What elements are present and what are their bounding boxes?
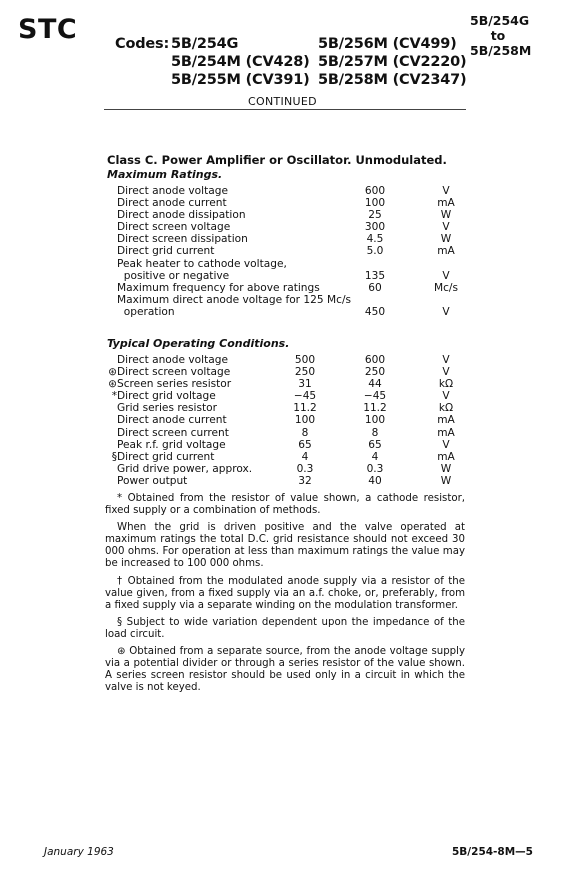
row-unit: V (442, 221, 450, 234)
section-title: Class C. Power Amplifier or Oscillator. Unmodulated. (107, 153, 447, 167)
code-1: 5B/254G (171, 36, 239, 52)
row-value-2: −45 (363, 390, 387, 403)
row-label: positive or negative (117, 269, 230, 282)
row-label: Grid series resistor (117, 402, 217, 415)
max-rating-row (104, 221, 470, 233)
row-value-1: −45 (293, 390, 317, 403)
row-unit: V (442, 269, 450, 282)
typical-row (104, 451, 470, 463)
footnote: § Subject to wide variation dependent upon the impedance of the load circuit. (105, 616, 465, 640)
row-label: Screen series resistor (117, 378, 232, 391)
row-unit: W (440, 233, 452, 246)
row-label: Direct anode voltage (117, 185, 228, 197)
row-value-2: 65 (368, 438, 382, 451)
range-from: 5B/254G (470, 13, 530, 28)
max-rating-row (104, 294, 470, 306)
row-label: Direct screen voltage (117, 366, 231, 379)
row-value: 5.0 (366, 245, 384, 258)
row-value: 4.5 (366, 233, 384, 246)
row-footnote-mark: ⊛ (108, 366, 117, 379)
row-label: Direct screen current (117, 426, 229, 439)
row-value: 300 (364, 221, 386, 234)
row-label: Direct anode current (117, 414, 227, 427)
row-footnote-mark: ⊛ (108, 378, 117, 391)
row-value-1: 0.3 (296, 462, 314, 475)
max-rating-row (104, 185, 470, 197)
row-value-1: 500 (294, 354, 316, 366)
row-unit: V (442, 354, 450, 366)
row-unit: W (440, 462, 452, 475)
row-unit: kΩ (438, 378, 454, 391)
row-value: 25 (368, 209, 382, 222)
typical-heading: Typical Operating Conditions. (107, 337, 290, 350)
code-5: 5B/257M (CV2220) (318, 54, 467, 70)
codes-prefix: Codes: (115, 36, 170, 52)
code-2: 5B/254M (CV428) (171, 54, 310, 70)
max-rating-row (104, 282, 470, 294)
code-4: 5B/256M (CV499) (318, 36, 457, 52)
range-end: 5B/258M (470, 43, 532, 58)
row-value: 600 (364, 185, 386, 197)
code-6: 5B/258M (CV2347) (318, 72, 467, 88)
footnote: ⊛ Obtained from a separate source, from the anode voltage supply via a potential divider or through a series resistor of the value shown. A series screen resistor should be used only in a circuit in which the valve is not keyed. (105, 646, 465, 694)
row-value-2: 0.3 (366, 462, 384, 475)
row-unit: mA (437, 414, 455, 427)
row-unit: mA (437, 450, 455, 463)
row-value-2: 40 (368, 474, 382, 487)
row-unit: V (442, 366, 450, 379)
row-label: Direct anode voltage (117, 354, 228, 366)
row-unit: mA (437, 245, 455, 258)
row-label: Direct anode current (117, 197, 227, 210)
row-value-2: 4 (371, 450, 379, 463)
row-value-1: 11.2 (293, 402, 317, 415)
row-footnote-mark: § (111, 450, 117, 463)
max-rating-row (104, 197, 470, 209)
max-rating-row (104, 258, 470, 270)
typical-row (104, 439, 470, 451)
row-value-2: 11.2 (363, 402, 387, 415)
row-unit: W (440, 209, 452, 222)
row-label: Peak r.f. grid voltage (117, 438, 226, 451)
row-footnote-mark: * (111, 390, 117, 403)
row-label: Direct grid current (117, 245, 215, 258)
footnote: † Obtained from the modulated anode supply via a resistor of the value given, from a fixed supply via an a.f. choke, or, preferably, from a fixed supply via a separate winding on the modulation transformer. (105, 575, 465, 611)
max-ratings-heading: Maximum Ratings. (107, 168, 223, 181)
row-value: 60 (368, 281, 382, 294)
row-label: Power output (117, 474, 188, 487)
typical-table (104, 354, 470, 487)
typical-row (104, 354, 470, 366)
typical-row (104, 366, 470, 378)
typical-row (104, 427, 470, 439)
row-value-1: 65 (298, 438, 312, 451)
row-unit: V (442, 390, 450, 403)
row-label: Direct anode dissipation (117, 209, 246, 222)
row-value: 450 (364, 305, 386, 318)
typical-row (104, 463, 470, 475)
row-label: Direct screen dissipation (117, 233, 248, 246)
row-unit: mA (437, 426, 455, 439)
row-unit: V (442, 185, 450, 197)
max-rating-row (104, 306, 470, 318)
footer-page-ref: 5B/254-8M—5 (452, 846, 533, 858)
max-rating-row (104, 233, 470, 245)
row-label: Direct grid voltage (117, 390, 216, 403)
row-value-1: 250 (294, 366, 316, 379)
header-divider (104, 109, 466, 110)
row-value-2: 100 (364, 414, 386, 427)
max-rating-row (104, 270, 470, 282)
row-value-2: 8 (371, 426, 379, 439)
row-value-2: 600 (364, 354, 386, 366)
row-label: Direct grid current (117, 450, 215, 463)
typical-row (104, 414, 470, 426)
row-label: Direct screen voltage (117, 221, 231, 234)
row-value: 135 (364, 269, 386, 282)
max-rating-row (104, 245, 470, 257)
brand-logo: STC (18, 14, 78, 45)
max-rating-row (104, 209, 470, 221)
row-label: operation (117, 305, 175, 318)
row-value-1: 100 (294, 414, 316, 427)
row-value-1: 8 (301, 426, 309, 439)
row-value-1: 31 (298, 378, 312, 391)
notes-block (105, 493, 465, 699)
row-label: Maximum frequency for above ratings (117, 281, 320, 294)
row-unit: V (442, 438, 450, 451)
row-unit: Mc/s (433, 281, 459, 294)
row-unit: V (442, 305, 450, 318)
row-value: 100 (364, 197, 386, 210)
footnote: When the grid is driven positive and the valve operated at maximum ratings the total D.C. grid resistance should not exceed 30 000 ohms. For operation at less than maximum ratings the value may be increased to 100 000 ohms. (105, 522, 465, 570)
continued-label: CONTINUED (248, 95, 317, 108)
range-to: to (490, 28, 506, 43)
row-label: Grid drive power, approx. (117, 462, 253, 475)
row-value-1: 32 (298, 474, 312, 487)
typical-row (104, 378, 470, 390)
row-value-2: 44 (368, 378, 382, 391)
row-value-1: 4 (301, 450, 309, 463)
row-value-2: 250 (364, 366, 386, 379)
row-unit: W (440, 474, 452, 487)
row-label: Peak heater to cathode voltage, (117, 257, 287, 270)
footnote: * Obtained from the resistor of value shown, a cathode resistor, fixed supply or a combination of methods. (105, 493, 465, 517)
typical-row (104, 475, 470, 487)
row-unit: mA (437, 197, 455, 210)
typical-row (104, 402, 470, 414)
row-unit: kΩ (438, 402, 454, 415)
row-label: Maximum direct anode voltage for 125 Mc/s (117, 293, 352, 306)
code-3: 5B/255M (CV391) (171, 72, 310, 88)
typical-row (104, 390, 470, 402)
footer-date: January 1963 (44, 846, 114, 858)
max-ratings-table (104, 185, 470, 318)
